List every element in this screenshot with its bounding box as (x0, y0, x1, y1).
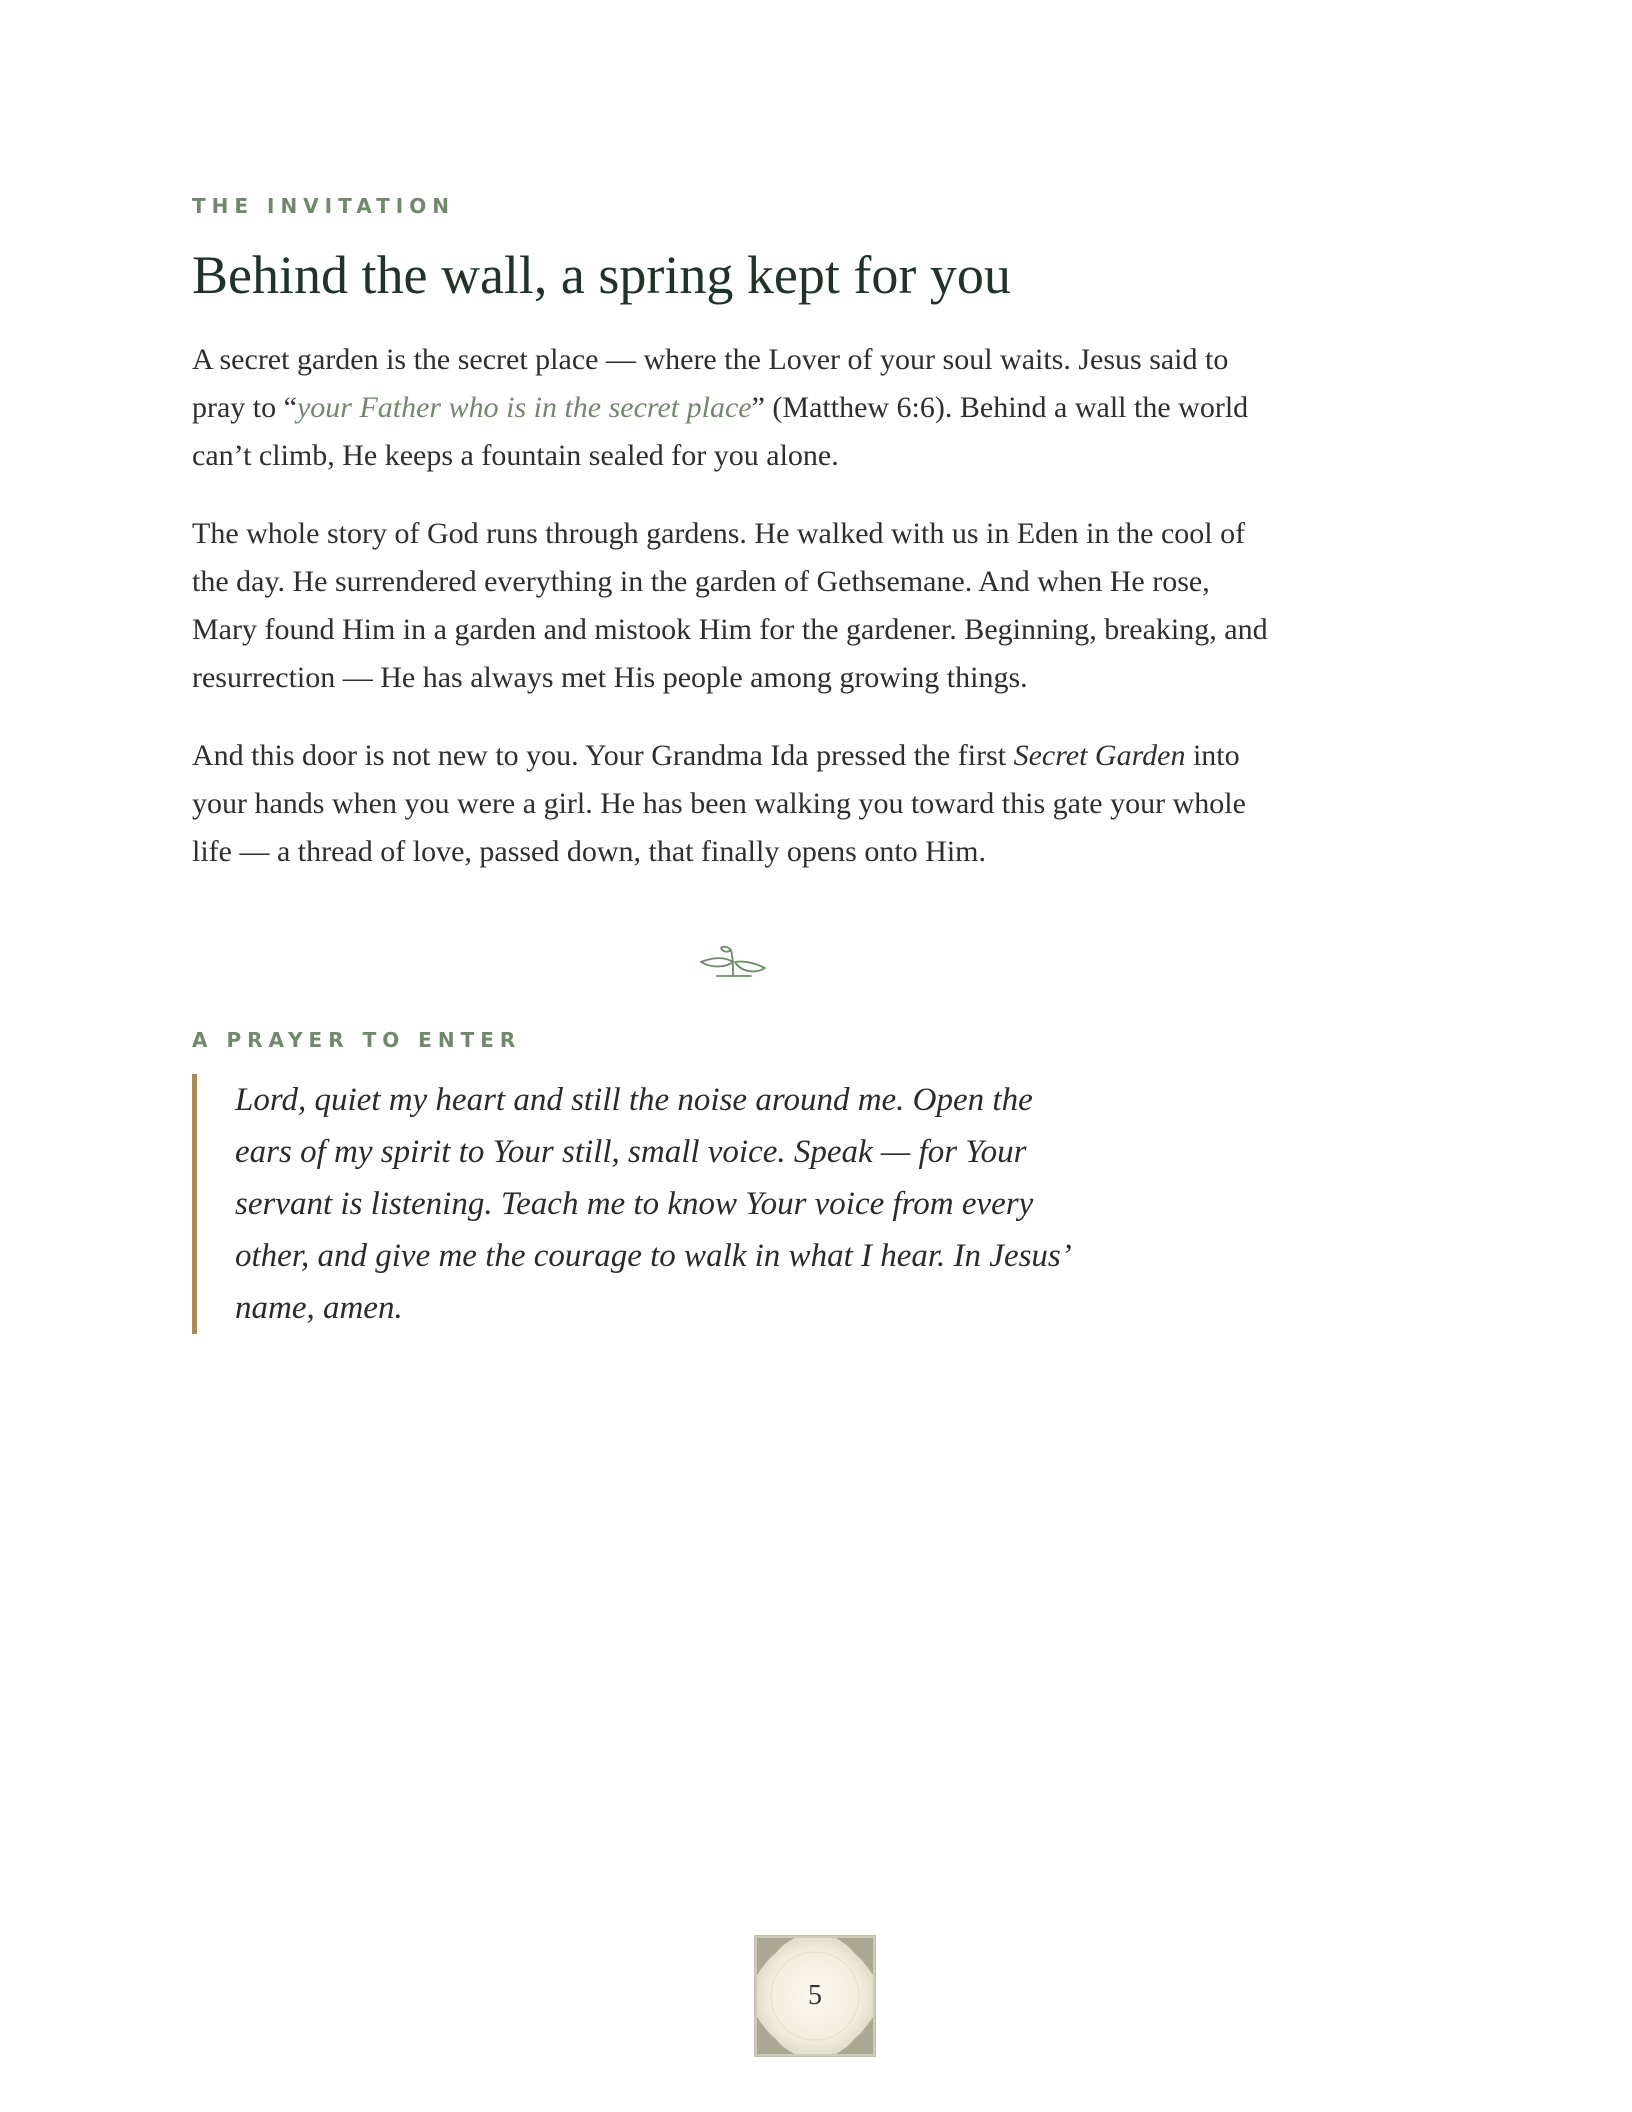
book-title: Secret Garden (1013, 739, 1186, 772)
paragraph-1 (192, 336, 1272, 480)
sprout-icon (689, 936, 779, 984)
section-eyebrow: THE INVITATION (192, 194, 455, 218)
paragraph-3-start: And this door is not new to you. Your Grandma Ida pressed the first (192, 739, 1014, 772)
paragraph-1-end: ” (Matthew 6:6). Behind a wall the world can’t climb, He keeps a fountain sealed for you alone. (192, 391, 1249, 472)
paragraph-1-start: A secret garden is the secret place — where the Lover of your soul waits. Jesus said to pray to “ (192, 343, 1229, 424)
page-title: Behind the wall, a spring kept for you (192, 245, 1011, 305)
page-number: 5 (808, 1980, 822, 2011)
paragraph-2: The whole story of God runs through gardens. He walked with us in Eden in the cool of the day. He surrendered everything in the garden of Gethsemane. And when He rose, Mary found Him in a garden and mistook Him for the gardener. Beginning, breaking, and resurrection — He has always met His people among growing things. (192, 517, 1268, 694)
prayer-eyebrow: A PRAYER TO ENTER (192, 1028, 522, 1052)
paragraph-3-end: into your hands when you were a girl. He has been walking you toward this gate your whole life — a thread of love, passed down, that finally opens onto Him. (192, 739, 1246, 868)
paragraph-3 (192, 732, 1272, 876)
scripture-quote: your Father who is in the secret place (296, 391, 752, 424)
prayer-text: Lord, quiet my heart and still the noise around me. Open the ears of my spirit to Your still, small voice. Speak — for Your servant is listening. Teach me to know Your voice from every other, and give me the courage to walk in what I hear. In Jesus’ name, amen. (235, 1082, 1069, 1326)
page-content (192, 192, 1272, 1334)
page-number-badge (754, 1935, 876, 2057)
prayer-block (192, 1074, 1075, 1334)
